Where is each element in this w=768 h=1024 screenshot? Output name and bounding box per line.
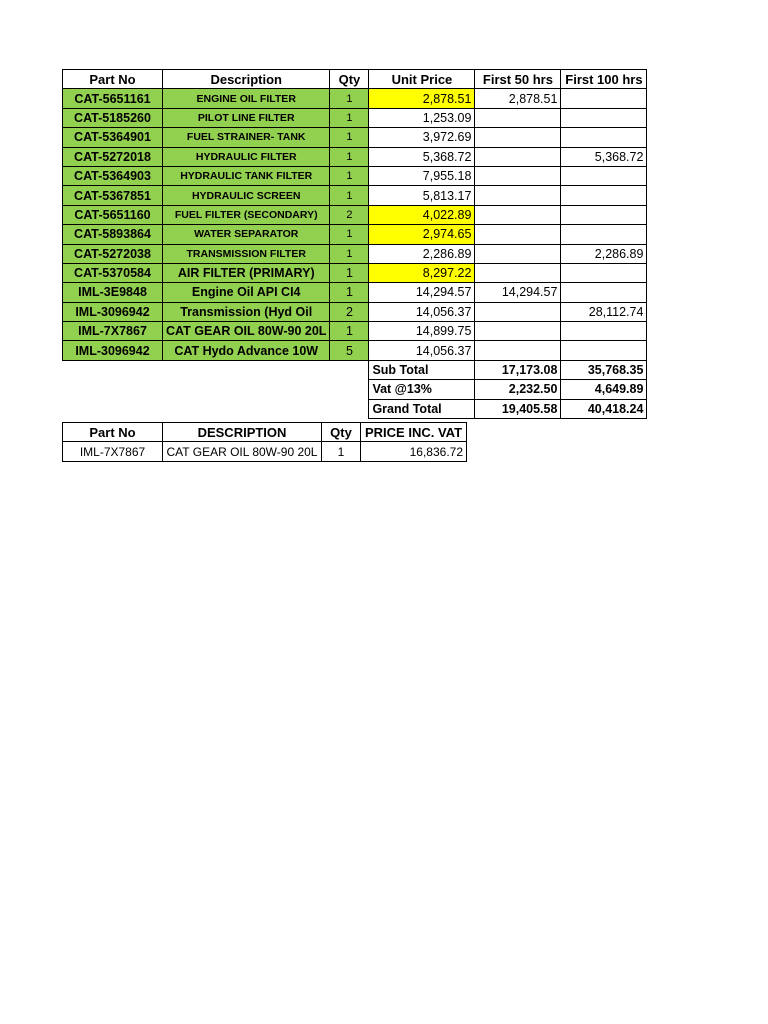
summary-label: Vat @13% [369,380,475,399]
description-cell: AIR FILTER (PRIMARY) [163,263,330,282]
first-50-hrs-cell [475,166,561,185]
header-first-50-hrs: First 50 hrs [475,70,561,89]
description-cell: FUEL STRAINER- TANK [163,128,330,147]
table-header-row [63,70,647,89]
summary-first-100-hrs: 4,649.89 [561,380,647,399]
part-no-cell: IML-3096942 [63,302,163,321]
first-50-hrs-cell [475,302,561,321]
first-100-hrs-cell [561,225,647,244]
first-100-hrs-cell [561,186,647,205]
first-100-hrs-cell: 5,368.72 [561,147,647,166]
first-50-hrs-cell [475,244,561,263]
qty-cell: 5 [330,341,369,360]
qty-cell: 2 [330,205,369,224]
header-qty: Qty [322,423,361,442]
parts-price-table [62,69,647,419]
first-100-hrs-cell: 28,112.74 [561,302,647,321]
unit-price-cell: 14,294.57 [369,283,475,302]
summary-first-100-hrs: 35,768.35 [561,360,647,379]
first-50-hrs-cell [475,341,561,360]
table-row [63,283,647,302]
qty-cell: 1 [330,108,369,127]
part-no-cell: CAT-5651161 [63,89,163,108]
part-no-cell: CAT-5272018 [63,147,163,166]
first-100-hrs-cell [561,128,647,147]
unit-price-cell: 3,972.69 [369,128,475,147]
summary-spacer [63,399,369,418]
description-cell: Engine Oil API CI4 [163,283,330,302]
first-50-hrs-cell [475,322,561,341]
summary-first-50-hrs: 17,173.08 [475,360,561,379]
qty-cell: 1 [330,263,369,282]
qty-cell: 1 [330,244,369,263]
part-no-cell: CAT-5651160 [63,205,163,224]
table-row [63,89,647,108]
part-no-cell: CAT-5893864 [63,225,163,244]
qty-cell: 1 [330,147,369,166]
part-no-cell: CAT-5364903 [63,166,163,185]
qty-cell: 1 [330,166,369,185]
summary-row [63,360,647,379]
first-100-hrs-cell [561,108,647,127]
description-cell: HYDRAULIC SCREEN [163,186,330,205]
description-cell: PILOT LINE FILTER [163,108,330,127]
part-no-cell: IML-3E9848 [63,283,163,302]
unit-price-cell: 1,253.09 [369,108,475,127]
first-100-hrs-cell [561,341,647,360]
summary-row [63,380,647,399]
table-row [63,128,647,147]
table-row [63,205,647,224]
header-part-no: Part No [63,423,163,442]
first-50-hrs-cell [475,186,561,205]
header-unit-price: Unit Price [369,70,475,89]
description-cell: CAT GEAR OIL 80W-90 20L [163,442,322,461]
table-row [63,322,647,341]
qty-cell: 1 [330,322,369,341]
description-cell: Transmission (Hyd Oil [163,302,330,321]
first-50-hrs-cell [475,147,561,166]
header-qty: Qty [330,70,369,89]
qty-cell: 1 [322,442,361,461]
unit-price-cell: 14,056.37 [369,302,475,321]
part-no-cell: CAT-5370584 [63,263,163,282]
summary-first-50-hrs: 19,405.58 [475,399,561,418]
qty-cell: 1 [330,225,369,244]
header-description: DESCRIPTION [163,423,322,442]
qty-cell: 1 [330,283,369,302]
description-cell: HYDRAULIC FILTER [163,147,330,166]
summary-first-50-hrs: 2,232.50 [475,380,561,399]
price-inc-vat-cell: 16,836.72 [361,442,467,461]
table-row [63,147,647,166]
qty-cell: 2 [330,302,369,321]
description-cell: TRANSMISSION FILTER [163,244,330,263]
table-row [63,108,647,127]
header-part-no: Part No [63,70,163,89]
qty-cell: 1 [330,128,369,147]
summary-row [63,399,647,418]
first-50-hrs-cell [475,128,561,147]
summary-spacer [63,380,369,399]
unit-price-cell: 2,974.65 [369,225,475,244]
part-no-cell: CAT-5272038 [63,244,163,263]
table-row [63,225,647,244]
unit-price-cell: 5,368.72 [369,147,475,166]
first-100-hrs-cell [561,283,647,302]
description-cell: WATER SEPARATOR [163,225,330,244]
description-cell: CAT Hydo Advance 10W [163,341,330,360]
first-100-hrs-cell [561,89,647,108]
qty-cell: 1 [330,89,369,108]
part-no-cell: CAT-5364901 [63,128,163,147]
first-100-hrs-cell: 2,286.89 [561,244,647,263]
header-description: Description [163,70,330,89]
first-50-hrs-cell [475,263,561,282]
first-100-hrs-cell [561,322,647,341]
part-no-cell: IML-7X7867 [63,322,163,341]
table-row [63,341,647,360]
table-row [63,166,647,185]
first-100-hrs-cell [561,263,647,282]
description-cell: HYDRAULIC TANK FILTER [163,166,330,185]
part-no-cell: IML-3096942 [63,341,163,360]
table-row [63,302,647,321]
part-no-cell: CAT-5367851 [63,186,163,205]
gear-oil-price-table [62,422,467,462]
first-50-hrs-cell [475,108,561,127]
summary-first-100-hrs: 40,418.24 [561,399,647,418]
unit-price-cell: 5,813.17 [369,186,475,205]
qty-cell: 1 [330,186,369,205]
header-price-inc-vat: PRICE INC. VAT [361,423,467,442]
table-header-row [63,423,467,442]
first-50-hrs-cell [475,225,561,244]
unit-price-cell: 2,286.89 [369,244,475,263]
summary-spacer [63,360,369,379]
table-row [63,442,467,461]
first-50-hrs-cell [475,205,561,224]
unit-price-cell: 8,297.22 [369,263,475,282]
unit-price-cell: 7,955.18 [369,166,475,185]
unit-price-cell: 14,899.75 [369,322,475,341]
table-row [63,186,647,205]
description-cell: FUEL FILTER (SECONDARY) [163,205,330,224]
table-row [63,263,647,282]
part-no-cell: IML-7X7867 [63,442,163,461]
unit-price-cell: 14,056.37 [369,341,475,360]
part-no-cell: CAT-5185260 [63,108,163,127]
description-cell: CAT GEAR OIL 80W-90 20L [163,322,330,341]
summary-label: Grand Total [369,399,475,418]
table-row [63,244,647,263]
description-cell: ENGINE OIL FILTER [163,89,330,108]
first-50-hrs-cell: 14,294.57 [475,283,561,302]
first-100-hrs-cell [561,205,647,224]
summary-label: Sub Total [369,360,475,379]
header-first-100-hrs: First 100 hrs [561,70,647,89]
first-100-hrs-cell [561,166,647,185]
unit-price-cell: 4,022.89 [369,205,475,224]
unit-price-cell: 2,878.51 [369,89,475,108]
first-50-hrs-cell: 2,878.51 [475,89,561,108]
